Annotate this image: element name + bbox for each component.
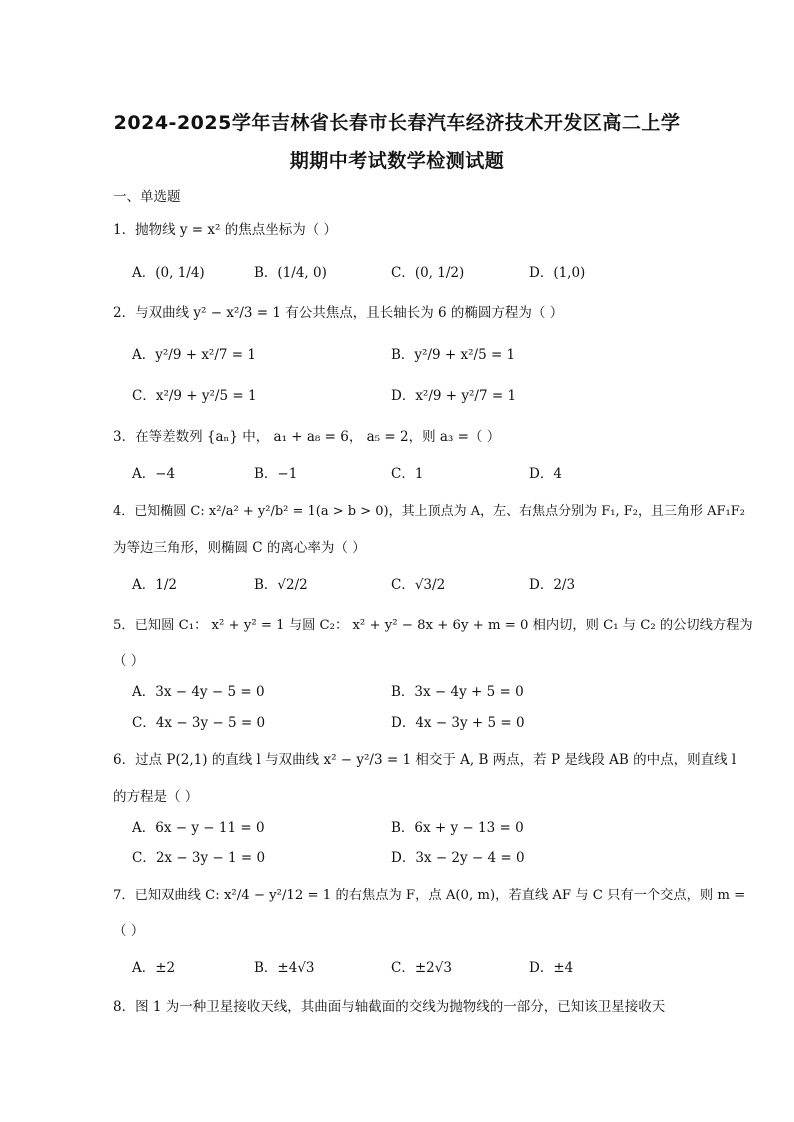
question-1-text: 1．抛物线 y = x² 的焦点坐标为（ ）: [113, 222, 338, 238]
question-3-option-a: A．−4: [132, 466, 176, 482]
document-title-line-1: 2024-2025学年吉林省长春市长春汽车经济技术开发区高二上学: [113, 112, 681, 134]
question-5-option-d: D．4x − 3y + 5 = 0: [391, 715, 525, 731]
section-heading: 一、单选题: [113, 189, 181, 205]
question-1-option-b: B．(1/4, 0): [254, 265, 327, 281]
question-5-option-c: C．4x − 3y − 5 = 0: [132, 715, 266, 731]
question-1-option-d: D．(1,0): [529, 265, 586, 281]
question-6-option-d: D．3x − 2y − 4 = 0: [391, 850, 525, 866]
question-1-option-a: A．(0, 1/4): [132, 265, 205, 281]
question-2-text: 2．与双曲线 y² − x²/3 = 1 有公共焦点，且长轴长为 6 的椭圆方程为（ ）: [113, 305, 564, 321]
question-5-option-a: A．3x − 4y − 5 = 0: [132, 684, 265, 700]
question-3-text: 3．在等差数列 {aₙ} 中， a₁ + a₈ = 6， a₅ = 2，则 a₃ =（ ）: [113, 429, 501, 445]
question-3-option-d: D．4: [529, 466, 562, 482]
question-6-text-line-2: 的方程是（ ）: [113, 789, 199, 805]
question-4-text-line-1: 4．已知椭圆 C: x²/a² + y²/b² = 1(a > b > 0)，其上顶点为 A，左、右焦点分别为 F₁, F₂，且三角形 AF₁F₂: [113, 504, 745, 519]
question-7-option-c: C．±2√3: [391, 960, 452, 976]
question-4-option-c: C．√3/2: [391, 577, 446, 593]
question-6-option-b: B．6x + y − 13 = 0: [391, 820, 524, 836]
question-4-option-d: D．2/3: [529, 577, 576, 593]
question-7-text-line-2: （ ）: [113, 923, 145, 939]
question-3-option-b: B．−1: [254, 466, 298, 482]
question-4-option-b: B．√2/2: [254, 577, 308, 593]
question-4-text-line-2: 为等边三角形，则椭圆 C 的离心率为（ ）: [113, 540, 366, 556]
question-4-option-a: A．1/2: [132, 577, 177, 593]
question-5-option-b: B．3x − 4y + 5 = 0: [391, 684, 524, 700]
question-8-text-line-1: 8．图 1 为一种卫星接收天线，其曲面与轴截面的交线为抛物线的一部分，已知该卫星接收天: [113, 999, 666, 1015]
question-2-option-d: D．x²/9 + y²/7 = 1: [391, 388, 517, 404]
question-6-option-c: C．2x − 3y − 1 = 0: [132, 850, 266, 866]
document-title-line-2: 期期中考试数学检测试题: [289, 150, 505, 172]
question-6-text-line-1: 6．过点 P(2,1) 的直线 l 与双曲线 x² − y²/3 = 1 相交于 A, B 两点，若 P 是线段 AB 的中点，则直线 l: [113, 752, 737, 768]
question-7-option-d: D．±4: [529, 960, 574, 976]
question-7-text-line-1: 7．已知双曲线 C: x²/4 − y²/12 = 1 的右焦点为 F，点 A(0, m)，若直线 AF 与 C 只有一个交点，则 m =: [113, 888, 746, 903]
question-2-option-c: C．x²/9 + y²/5 = 1: [132, 388, 257, 404]
question-5-text-line-1: 5．已知圆 C₁： x² + y² = 1 与圆 C₂： x² + y² − 8x + 6y + m = 0 相内切，则 C₁ 与 C₂ 的公切线方程为: [113, 618, 753, 633]
question-2-option-b: B．y²/9 + x²/5 = 1: [391, 347, 516, 363]
question-7-option-a: A．±2: [132, 960, 176, 976]
question-3-option-c: C．1: [391, 466, 424, 482]
question-1-option-c: C．(0, 1/2): [391, 265, 465, 281]
question-2-option-a: A．y²/9 + x²/7 = 1: [132, 347, 256, 363]
question-5-text-line-2: （ ）: [113, 653, 145, 669]
question-6-option-a: A．6x − y − 11 = 0: [132, 820, 265, 836]
question-7-option-b: B．±4√3: [254, 960, 315, 976]
